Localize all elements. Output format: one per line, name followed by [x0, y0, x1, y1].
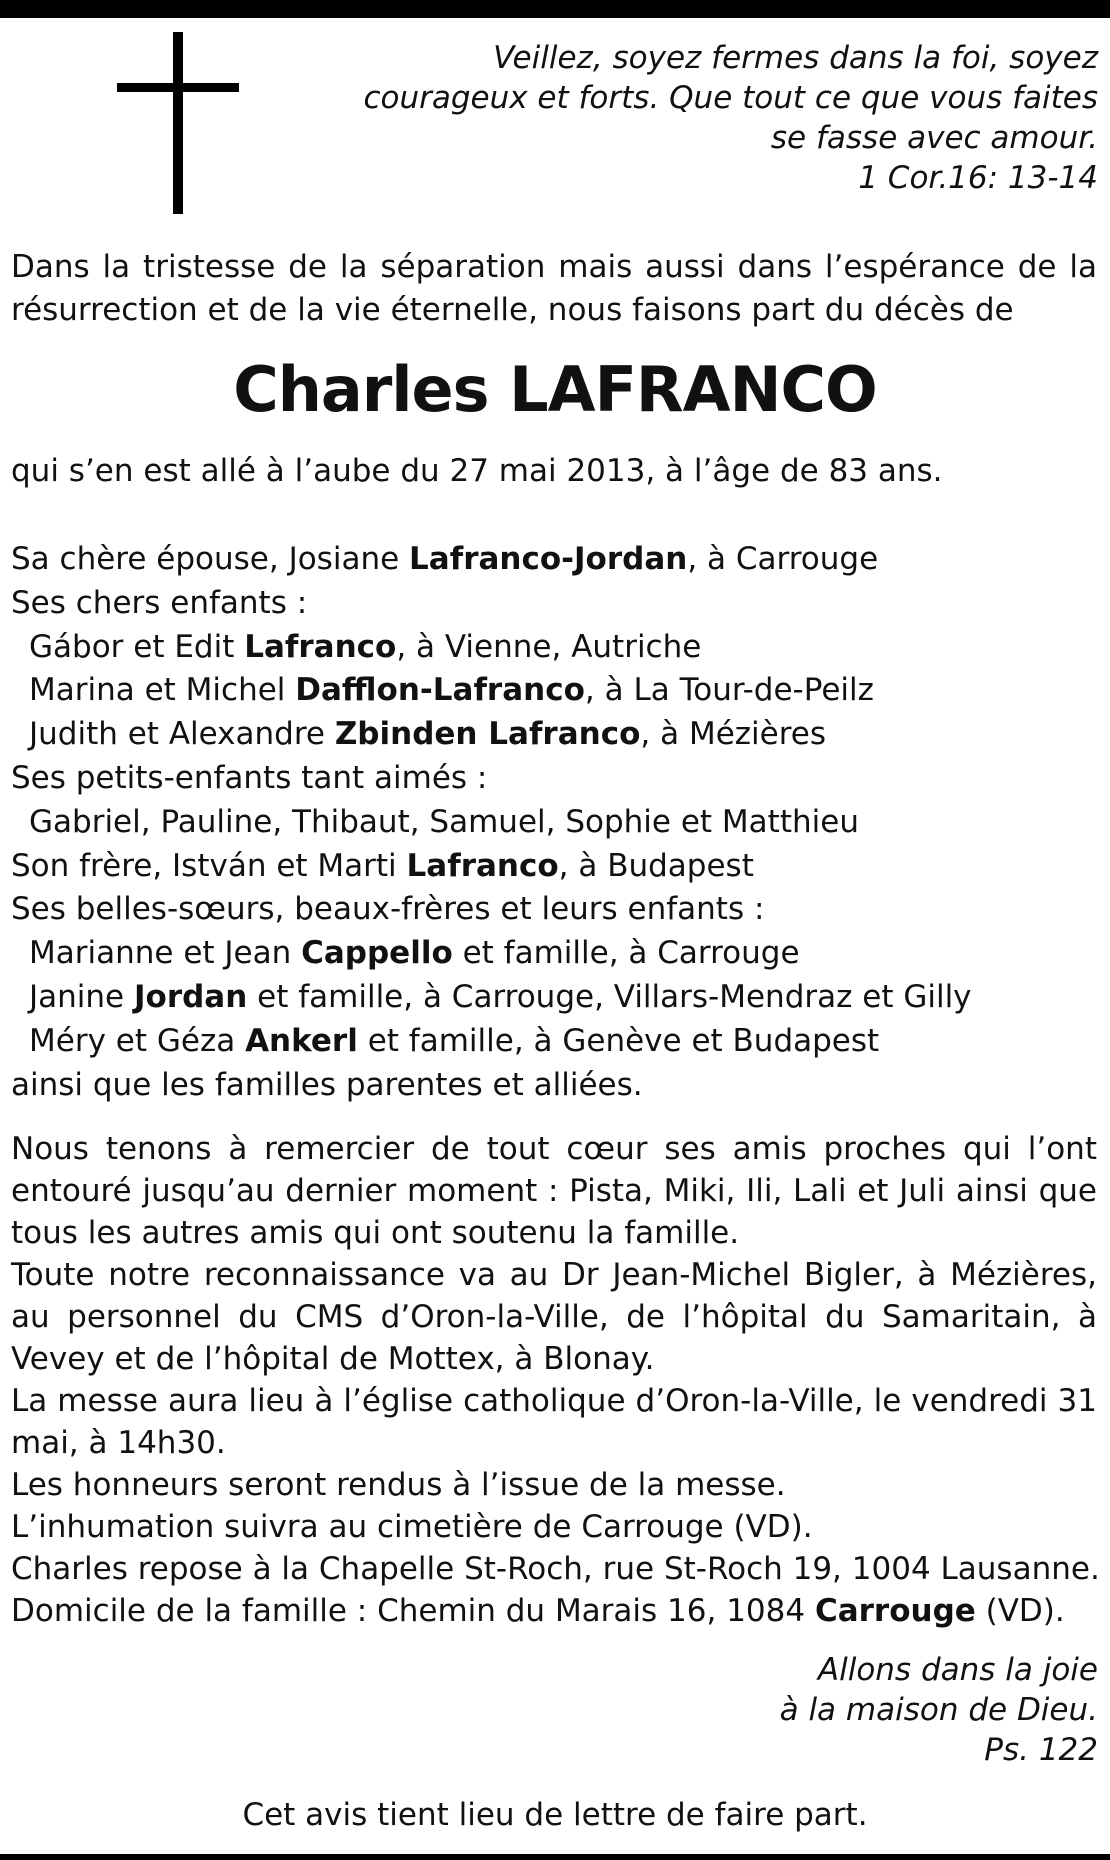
- family-surname: Lafranco: [406, 847, 559, 884]
- family-member-text: Ses belles-sœurs, beaux-frères et leurs enfants :: [11, 891, 765, 928]
- family-member-text: Sa chère épouse, Josiane: [11, 541, 410, 577]
- passing-statement: qui s’en est allé à l’aube du 27 mai 2013, à l’âge de 83 ans.: [11, 453, 943, 489]
- closing-line: Allons dans la joie: [817, 1652, 1098, 1688]
- epigraph-reference: 1 Cor.16: 13-14: [858, 160, 1098, 196]
- intro-paragraph: Dans la tristesse de la séparation mais aussi dans l’espérance de la résurrection et de la vie éternelle, nous faisons part du décès de: [11, 249, 1097, 328]
- epigraph-quote: [338, 38, 1098, 198]
- domicile-town: Carrouge: [814, 1593, 976, 1629]
- thanks-section: [11, 1128, 1100, 1632]
- family-domicile-line: [11, 1590, 1097, 1632]
- family-surname: Zbinden Lafranco: [334, 716, 641, 753]
- family-member-text: Gábor et Edit: [29, 628, 245, 665]
- family-member-location: et famille, à Genève et Budapest: [357, 1022, 880, 1059]
- closing-line: à la maison de Dieu.: [779, 1692, 1098, 1728]
- family-member-line: [11, 538, 1097, 582]
- epigraph-line: Veillez, soyez fermes dans la foi, soyez: [493, 40, 1098, 76]
- top-border-rule: [0, 0, 1110, 18]
- family-member-line: [11, 888, 1097, 932]
- family-member-line: [11, 801, 1097, 845]
- family-member-location: et famille, à Carrouge: [452, 935, 800, 972]
- closing-reference: Ps. 122: [984, 1732, 1098, 1768]
- family-surname: Dafflon-Lafranco: [295, 672, 585, 709]
- deceased-name: Charles LAFRANCO: [233, 353, 877, 426]
- domicile-address: Domicile de la famille : Chemin du Marais 16, 1084: [11, 1593, 815, 1629]
- family-surname: Ankerl: [245, 1022, 358, 1059]
- honours-line: Les honneurs seront rendus à l’issue de la messe.: [11, 1467, 786, 1503]
- family-member-location: , à La Tour-de-Peilz: [584, 672, 874, 709]
- repose-line: Charles repose à la Chapelle St-Roch, rue St-Roch 19, 1004 Lausanne.: [11, 1551, 1100, 1587]
- family-surname: Lafranco-Jordan: [409, 541, 688, 577]
- family-member-line: [11, 1020, 1097, 1064]
- family-member-text: Ses chers enfants :: [11, 584, 308, 621]
- family-member-location: , à Carrouge: [687, 541, 879, 577]
- family-member-text: Gabriel, Pauline, Thibaut, Samuel, Sophie et Matthieu: [29, 803, 859, 840]
- cross-horizontal-bar: [117, 83, 239, 92]
- family-member-line: [11, 757, 1097, 801]
- family-list: [11, 538, 1097, 1107]
- family-member-text: Judith et Alexandre: [29, 716, 335, 753]
- family-member-line: [11, 582, 1097, 626]
- domicile-canton: (VD).: [975, 1593, 1065, 1629]
- family-member-line: [11, 626, 1097, 670]
- epigraph-line: courageux et forts. Que tout ce que vous faites: [363, 80, 1098, 116]
- family-member-text: Marianne et Jean: [29, 935, 302, 972]
- mass-announcement: La messe aura lieu à l’église catholique d’Oron-la-Ville, le vendredi 31 mai, à 14h30.: [11, 1383, 1097, 1461]
- notice-footer: Cet avis tient lieu de lettre de faire part.: [242, 1797, 868, 1833]
- bottom-border-rule: [0, 1854, 1110, 1860]
- family-member-line: [11, 1064, 1097, 1108]
- family-member-line: [11, 713, 1097, 757]
- family-member-location: , à Mézières: [640, 716, 827, 753]
- family-member-text: Janine: [29, 978, 134, 1015]
- family-member-location: et famille, à Carrouge, Villars-Mendraz et Gilly: [247, 978, 972, 1015]
- family-member-text: Ses petits-enfants tant aimés :: [11, 759, 488, 796]
- closing-quote: [598, 1650, 1098, 1770]
- family-member-location: , à Vienne, Autriche: [396, 628, 702, 665]
- family-member-text: Méry et Géza: [29, 1022, 246, 1059]
- thanks-friends-paragraph: Nous tenons à remercier de tout cœur ses amis proches qui l’ont entouré jusqu’au dernier moment : Pista, Miki, Ili, Lali et Juli ainsi que tous les autres amis qui ont soutenu la famille.: [11, 1131, 1097, 1251]
- family-member-location: , à Budapest: [558, 847, 754, 884]
- family-surname: Jordan: [133, 978, 248, 1015]
- family-member-line: [11, 932, 1097, 976]
- epigraph-line: se fasse avec amour.: [770, 120, 1098, 156]
- family-member-line: [11, 976, 1097, 1020]
- gratitude-paragraph: Toute notre reconnaissance va au Dr Jean-Michel Bigler, à Mézières, au personnel du CMS d’Oron-la-Ville, de l’hôpital du Samaritain, à Vevey et de l’hôpital de Mottex, à Blonay.: [11, 1257, 1097, 1377]
- family-member-text: ainsi que les familles parentes et alliées.: [11, 1066, 643, 1103]
- family-surname: Lafranco: [244, 628, 397, 665]
- cross-icon: [117, 32, 239, 214]
- family-member-text: Marina et Michel: [29, 672, 296, 709]
- burial-line: L’inhumation suivra au cimetière de Carrouge (VD).: [11, 1509, 813, 1545]
- cross-vertical-bar: [173, 32, 183, 214]
- family-member-line: [11, 845, 1097, 889]
- family-member-text: Son frère, István et Marti: [11, 847, 407, 884]
- family-surname: Cappello: [301, 935, 453, 972]
- family-member-line: [11, 669, 1097, 713]
